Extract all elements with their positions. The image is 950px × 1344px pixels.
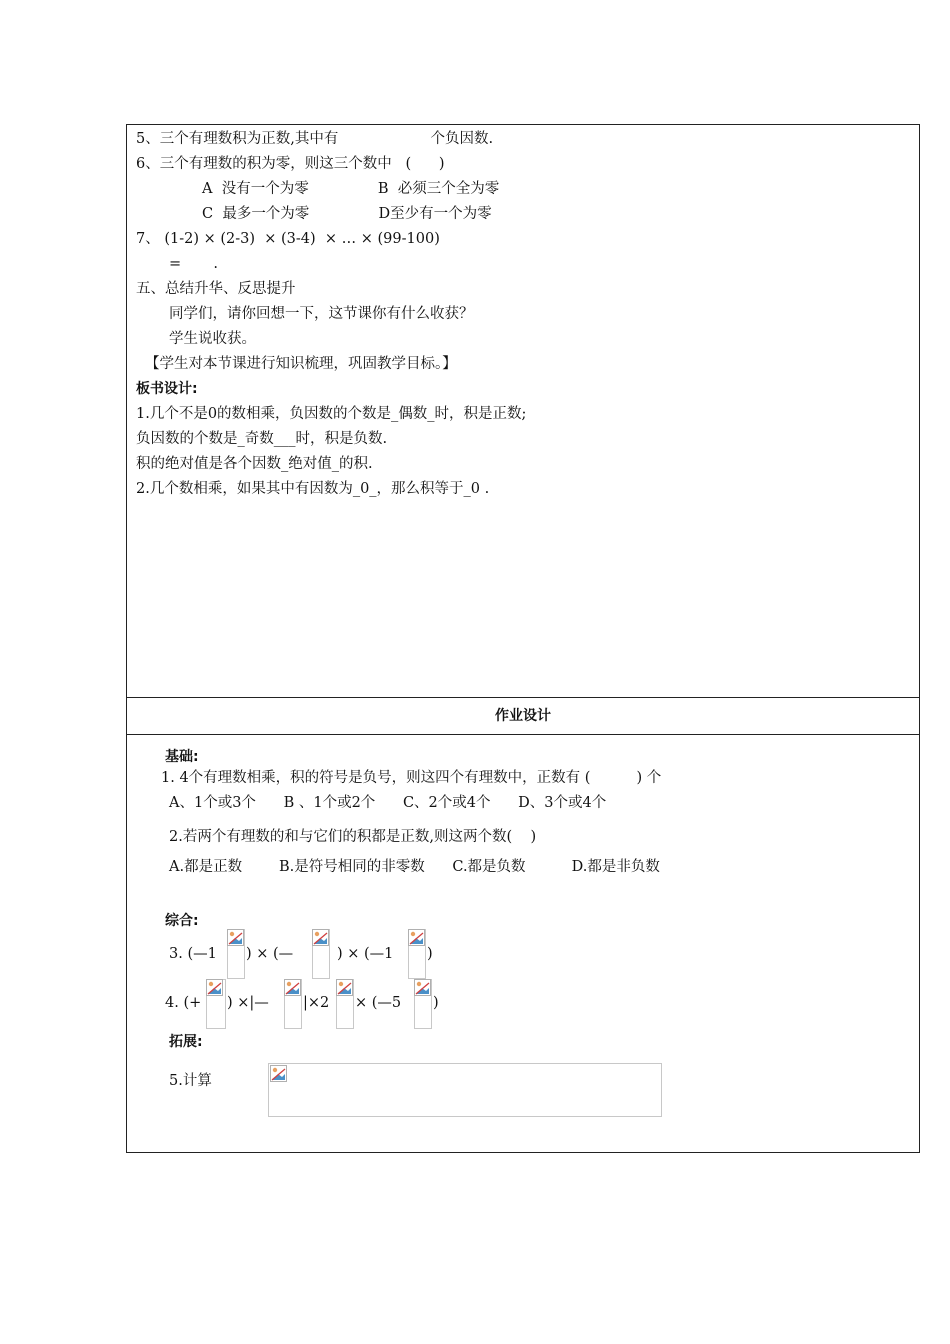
basic-label: 基础: xyxy=(165,749,199,765)
homework-q1-options: A、1个或3个 B 、1个或2个 C、2个或4个 D、3个或4个 xyxy=(169,795,607,811)
homework-q3-mid2: ) × (—1 xyxy=(337,946,394,962)
homework-q4-mid1: ) ×|— xyxy=(227,995,269,1011)
section-5-note: 【学生对本节课进行知识梳理，巩固教学目标。】 xyxy=(145,356,457,372)
board-design-title: 板书设计: xyxy=(136,381,198,397)
divider-top xyxy=(127,697,919,698)
homework-q4-end: ) xyxy=(433,995,439,1011)
board-line4: 2.几个数相乘，如果其中有因数为_0_，那么积等于_0 . xyxy=(136,481,490,497)
broken-image-icon xyxy=(206,979,223,996)
question-7-answer: = . xyxy=(169,256,219,272)
board-line3: 积的绝对值是各个因数_绝对值_的积. xyxy=(136,456,373,472)
homework-q3-prefix: 3. (—1 xyxy=(169,946,217,962)
question-6: 6、三个有理数的积为零，则这三个数中 ( ) xyxy=(136,156,445,172)
section-5-line1: 同学们，请你回想一下，这节课你有什么收获？ xyxy=(169,306,474,322)
question-6-options-row1: A 没有一个为零 B 必须三个全为零 xyxy=(202,181,500,197)
section-5-line2: 学生说收获。 xyxy=(169,331,256,347)
question-5: 5、三个有理数积为正数,其中有 个负因数. xyxy=(136,131,494,147)
homework-q3-mid1: ) × (— xyxy=(246,946,294,962)
section-5-title: 五、总结升华、反思提升 xyxy=(136,281,296,297)
lesson-table xyxy=(126,124,920,1153)
divider-bottom xyxy=(127,734,919,735)
broken-image-icon xyxy=(284,979,301,996)
question-7: 7、 (1-2) × (2-3) × (3-4) × … × (99-100) xyxy=(136,231,440,247)
homework-q4-prefix: 4. (+ xyxy=(165,995,202,1011)
broken-image-icon xyxy=(270,1065,287,1082)
broken-image-icon xyxy=(408,929,425,946)
extend-label: 拓展: xyxy=(169,1034,203,1050)
broken-image-icon xyxy=(336,979,353,996)
homework-q2: 2.若两个有理数的和与它们的积都是正数,则这两个数( ) xyxy=(169,829,537,845)
board-line1: 1.几个不是0的数相乘，负因数的个数是_偶数_时，积是正数; xyxy=(136,406,527,422)
homework-q1: 1. 4个有理数相乘，积的符号是负号，则这四个有理数中，正数有 ( ) 个 xyxy=(161,770,662,786)
broken-image-icon xyxy=(312,929,329,946)
question-6-options-row2: C 最多一个为零 D至少有一个为零 xyxy=(202,206,492,222)
combo-label: 综合: xyxy=(165,913,199,929)
homework-q3-end: ) xyxy=(427,946,433,962)
board-line2: 负因数的个数是_奇数___时，积是负数. xyxy=(136,431,388,447)
homework-q4-mid3: × (—5 xyxy=(355,995,402,1011)
homework-q4-mid2: |×2 xyxy=(303,995,330,1011)
broken-image-icon xyxy=(414,979,431,996)
homework-q5: 5.计算 xyxy=(169,1073,212,1089)
homework-title: 作业设计 xyxy=(495,708,551,724)
homework-q2-options: A.都是正数 B.是符号相同的非零数 C.都是负数 D.都是非负数 xyxy=(169,859,660,875)
expression-image-frame xyxy=(268,1063,662,1117)
broken-image-icon xyxy=(227,929,244,946)
